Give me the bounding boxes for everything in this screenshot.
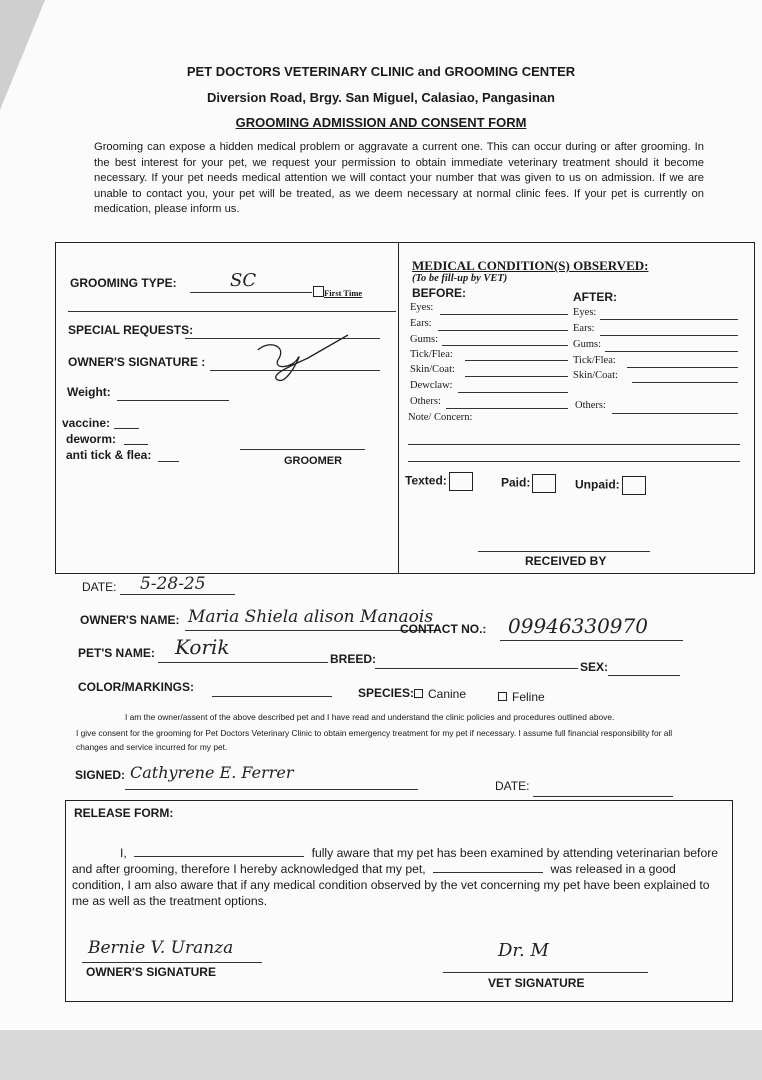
weight-label: Weight: xyxy=(67,385,111,399)
anti-tick-line xyxy=(158,461,179,462)
paid-label: Paid: xyxy=(501,475,531,490)
grooming-type-line xyxy=(190,292,312,293)
before-skin-line xyxy=(465,376,568,377)
consent-date-label: DATE: xyxy=(495,779,530,793)
texted-checkbox[interactable] xyxy=(405,472,473,491)
release-title: RELEASE FORM: xyxy=(74,806,174,820)
date-value[interactable]: 5-28-25 xyxy=(140,574,206,594)
groomer-label: GROOMER xyxy=(284,455,343,467)
vet-signature: Dr. M xyxy=(498,940,549,961)
date-label: DATE: xyxy=(82,580,117,594)
box-divider xyxy=(398,242,399,574)
before-ears-line xyxy=(438,330,568,331)
canine-checkbox[interactable] xyxy=(414,687,466,701)
before-eyes-label: Eyes: xyxy=(410,302,434,313)
note-line-1 xyxy=(408,444,740,445)
before-dewclaw-label: Dewclaw: xyxy=(410,380,453,391)
signed-value[interactable]: Cathyrene E. Ferrer xyxy=(130,763,294,782)
owner-name-value[interactable]: Maria Shiela alison Manaois xyxy=(188,607,434,627)
grooming-type-extra-line xyxy=(68,311,396,312)
medical-subtitle: (To be fill-up by VET) xyxy=(412,273,508,284)
color-line xyxy=(212,696,332,697)
sex-label: SEX: xyxy=(580,660,609,674)
release-pet-line[interactable] xyxy=(433,872,543,873)
canine-label: Canine xyxy=(428,687,467,701)
consent-text-2: I give consent for the grooming for Pet Doctors Veterinary Clinic to obtain emergency treatment for my pet if necessary. I assume full financial responsibility for all changes and service incurred for my pet. xyxy=(76,728,673,752)
after-skin-line xyxy=(632,382,738,383)
grooming-type-value[interactable]: SC xyxy=(230,270,257,291)
groomer-line xyxy=(240,449,365,450)
species-label: SPECIES: xyxy=(358,686,415,700)
first-time-checkbox[interactable] xyxy=(313,283,362,301)
clinic-address: Diversion Road, Brgy. San Miguel, Calasiao, Pangasinan xyxy=(207,90,555,105)
after-others-line xyxy=(612,413,738,414)
contact-line xyxy=(500,640,683,641)
before-dewclaw-line xyxy=(458,392,568,393)
owner-release-signature: Bernie V. Uranza xyxy=(88,938,234,958)
clinic-name: PET DOCTORS VETERINARY CLINIC and GROOMING CENTER xyxy=(186,64,576,79)
owner-signature-label: OWNER'S SIGNATURE : xyxy=(68,355,206,369)
before-others-line xyxy=(446,408,568,409)
after-eyes-line xyxy=(600,319,738,320)
before-label: BEFORE: xyxy=(412,286,466,300)
release-i: I, xyxy=(120,846,127,860)
breed-label: BREED: xyxy=(330,652,377,666)
note-line-2 xyxy=(408,461,740,462)
unpaid-label: Unpaid: xyxy=(575,477,620,492)
before-gums-line xyxy=(442,345,568,346)
date-line xyxy=(120,594,235,595)
breed-line xyxy=(375,668,578,669)
pet-name-label: PET'S NAME: xyxy=(78,646,155,660)
feline-checkbox[interactable] xyxy=(498,690,545,704)
owner-signature-scribble xyxy=(248,330,358,390)
owner-release-label: OWNER'S SIGNATURE xyxy=(86,965,216,979)
intro-paragraph: Grooming can expose a hidden medical problem or aggravate a current one. This can occur during or after grooming. In the best interest for your pet, we request your permission to obtain immediate veterinary treatment should it become necessary. If your pet needs medical attention we will contact your number that was given to us on admission. If we are unable to contact you, your pet will be treated, as we deem necessary at normal clinic fees. If your pet is currently on medication, please inform us. xyxy=(94,141,704,215)
owner-name-label: OWNER'S NAME: xyxy=(80,613,180,627)
after-others-label: Others: xyxy=(575,400,606,411)
release-text-2: was released in a good condition, I am also aware that if any medical condition observed by the vet concerning my pet have been explained to me as well as the treatment options. xyxy=(72,862,710,908)
owner-release-line xyxy=(82,962,262,963)
first-time-label: First Time xyxy=(324,288,363,298)
before-eyes-line xyxy=(440,314,568,315)
anti-tick-label: anti tick & flea: xyxy=(66,448,152,462)
after-eyes-label: Eyes: xyxy=(573,307,597,318)
after-label: AFTER: xyxy=(573,290,617,304)
after-ears-label: Ears: xyxy=(573,323,595,334)
paid-checkbox[interactable] xyxy=(501,474,556,493)
after-gums-label: Gums: xyxy=(573,339,602,350)
release-name-line[interactable] xyxy=(134,856,304,857)
signed-line xyxy=(125,789,418,790)
after-ears-line xyxy=(600,335,738,336)
contact-value[interactable]: 09946330970 xyxy=(508,614,648,638)
before-others-label: Others: xyxy=(410,396,441,407)
weight-line xyxy=(117,400,229,401)
after-tick-line xyxy=(627,367,738,368)
release-paragraph xyxy=(72,845,724,909)
texted-label: Texted: xyxy=(405,473,447,488)
deworm-label: deworm: xyxy=(66,432,117,446)
deworm-line xyxy=(124,444,148,445)
pet-name-line xyxy=(158,662,328,663)
signed-label: SIGNED: xyxy=(75,768,126,782)
sex-line xyxy=(608,675,680,676)
after-tick-label: Tick/Flea: xyxy=(573,355,616,366)
form-title: GROOMING ADMISSION AND CONSENT FORM xyxy=(235,115,527,130)
before-gums-label: Gums: xyxy=(410,334,439,345)
before-tick-line xyxy=(465,360,568,361)
color-label: COLOR/MARKINGS: xyxy=(78,680,194,694)
grooming-box xyxy=(55,242,755,574)
contact-label: CONTACT NO.: xyxy=(400,622,487,636)
vaccine-line xyxy=(114,428,139,429)
medical-title: MEDICAL CONDITION(S) OBSERVED: xyxy=(412,258,649,273)
special-requests-label: SPECIAL REQUESTS: xyxy=(68,323,194,337)
received-by-line xyxy=(478,551,650,552)
pet-name-value[interactable]: Korik xyxy=(175,635,230,659)
received-by-label: RECEIVED BY xyxy=(525,554,607,568)
vaccine-label: vaccine: xyxy=(62,416,111,430)
before-ears-label: Ears: xyxy=(410,318,432,329)
consent-text-1: I am the owner/assent of the above described pet and I have read and understand the clinic policies and procedures outlined above. xyxy=(125,712,615,722)
vet-signature-label: VET SIGNATURE xyxy=(488,976,585,990)
unpaid-checkbox[interactable] xyxy=(575,476,646,495)
vet-signature-line xyxy=(443,972,648,973)
after-gums-line xyxy=(605,351,738,352)
consent-date-line xyxy=(533,796,673,797)
release-text-1: fully aware that my pet has been examined by attending veterinarian before and after grooming, therefore I hereby acknowledged that my pet, xyxy=(72,846,719,876)
before-skin-label: Skin/Coat: xyxy=(410,364,455,375)
feline-label: Feline xyxy=(512,690,545,704)
before-tick-label: Tick/Flea: xyxy=(410,349,453,360)
grooming-type-label: GROOMING TYPE: xyxy=(70,276,177,290)
after-skin-label: Skin/Coat: xyxy=(573,370,618,381)
note-label: Note/ Concern: xyxy=(408,412,473,423)
